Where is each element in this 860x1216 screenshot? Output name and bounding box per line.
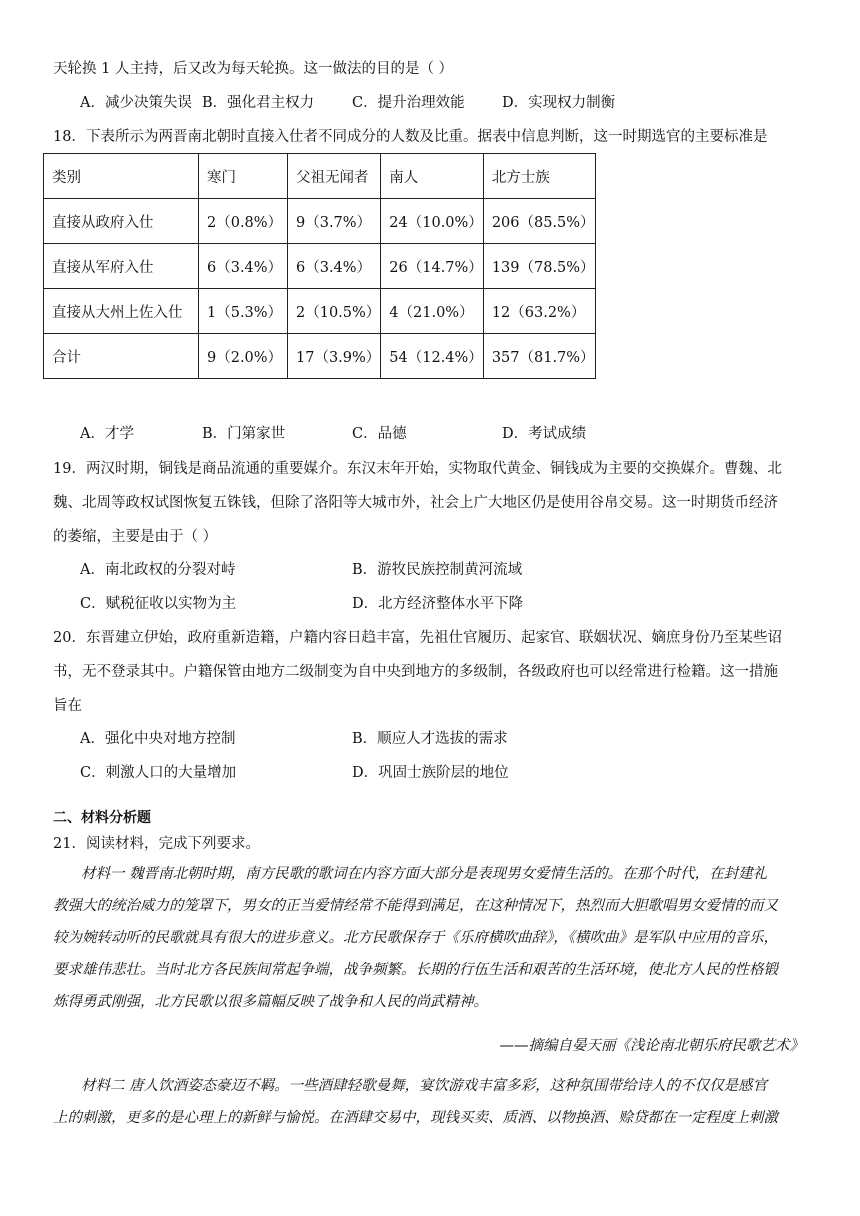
q20-stem-line: 书，无不登录其中。户籍保管由地方二级制变为自中央到地方的多级制，各级政府也可以经常进行检籍。这一措施 [53, 664, 778, 680]
q19-option-b[interactable]: B．游牧民族控制黄河流域 [352, 562, 523, 578]
table-row [44, 199, 596, 244]
q17-option-c[interactable]: C．提升治理效能 [352, 95, 465, 111]
table-header-cell: 北方士族 [483, 154, 595, 199]
q21-material1-line: 材料一 魏晋南北朝时期，南方民歌的歌词在内容方面大部分是表现男女爱情生活的。在那个时代，在封建礼 [81, 866, 768, 882]
q21-material2-line: 材料二 唐人饮酒姿态豪迈不羁。一些酒肆轻歌曼舞，宴饮游戏丰富多彩，这种氛围带给诗人的不仅仅是感官 [81, 1078, 768, 1094]
q19-stem-line: 19．两汉时期，铜钱是商品流通的重要媒介。东汉末年开始，实物取代黄金、铜钱成为主要的交换媒介。曹魏、北 [53, 461, 782, 477]
table-header-cell: 父祖无闻者 [288, 154, 381, 199]
q21-material1-line: 教强大的统治威力的笼罩下，男女的正当爱情经常不能得到满足，在这种情况下，热烈而大胆歌唱男女爱情的而又 [53, 898, 778, 914]
q17-stem-tail: 天轮换 1 人主持，后又改为每天轮换。这一做法的目的是（ ） [53, 61, 454, 77]
q19-option-a[interactable]: A．南北政权的分裂对峙 [80, 562, 236, 578]
table-cell: 4（21.0%） [381, 289, 484, 334]
table-cell: 54（12.4%） [381, 334, 484, 379]
q19-option-d[interactable]: D．北方经济整体水平下降 [352, 596, 524, 612]
q17-option-d[interactable]: D．实现权力制衡 [502, 95, 616, 111]
q17-option-b[interactable]: B．强化君主权力 [202, 95, 315, 111]
q19-stem-line: 的萎缩，主要是由于（ ） [53, 529, 218, 545]
q21-material2-line: 上的刺激，更多的是心理上的新鲜与愉悦。在酒肆交易中，现钱买卖、质酒、以物换酒、赊贷都在一定程度上刺激 [53, 1110, 778, 1126]
q21-material1-line: 要求雄伟悲壮。当时北方各民族间常起争端，战争频繁。长期的行伍生活和艰苦的生活环境，使北方人民的性格锻 [53, 962, 778, 978]
q18-stem: 18．下表所示为两晋南北朝时直接入仕者不同成分的人数及比重。据表中信息判断，这一时期选官的主要标准是 [53, 129, 768, 145]
q21-material1-line: 炼得勇武刚强，北方民歌以很多篇幅反映了战争和人民的尚武精神。 [53, 994, 488, 1010]
table-cell: 6（3.4%） [199, 244, 288, 289]
table-header-cell: 寒门 [199, 154, 288, 199]
q20-stem-line: 旨在 [53, 698, 82, 714]
table-row [44, 244, 596, 289]
table-cell: 17（3.9%） [288, 334, 381, 379]
q18-option-c[interactable]: C．品德 [352, 426, 407, 442]
table-cell: 9（3.7%） [288, 199, 381, 244]
table-cell: 26（14.7%） [381, 244, 484, 289]
q21-stem: 21．阅读材料，完成下列要求。 [53, 836, 260, 852]
table-cell: 1（5.3%） [199, 289, 288, 334]
table-cell: 合计 [44, 334, 199, 379]
table-cell: 9（2.0%） [199, 334, 288, 379]
q20-stem-line: 20．东晋建立伊始，政府重新造籍，户籍内容日趋丰富，先祖仕官履历、起家官、联姻状况、嫡庶身份乃至某些诏 [53, 630, 782, 646]
table-cell: 12（63.2%） [483, 289, 595, 334]
q18-option-b[interactable]: B．门第家世 [202, 426, 286, 442]
q18-table [43, 153, 596, 379]
q21-source1: ——摘编自晏天丽《浅论南北朝乐府民歌艺术》 [499, 1038, 804, 1054]
table-cell: 2（0.8%） [199, 199, 288, 244]
table-cell: 206（85.5%） [483, 199, 595, 244]
q20-option-c[interactable]: C．刺激人口的大量增加 [80, 765, 237, 781]
table-cell: 2（10.5%） [288, 289, 381, 334]
section-title: 二、材料分析题 [53, 810, 151, 826]
q20-option-b[interactable]: B．顺应人才选拔的需求 [352, 731, 508, 747]
table-cell: 24（10.0%） [381, 199, 484, 244]
q19-option-c[interactable]: C．赋税征收以实物为主 [80, 596, 237, 612]
q21-material1-line: 较为婉转动听的民歌就具有很大的进步意义。北方民歌保存于《乐府横吹曲辞》，《横吹曲》是军队中应用的音乐， [53, 930, 778, 946]
q17-option-a[interactable]: A．减少决策失误 [80, 95, 192, 111]
q20-option-d[interactable]: D．巩固士族阶层的地位 [352, 765, 509, 781]
table-cell: 357（81.7%） [483, 334, 595, 379]
q18-option-a[interactable]: A．才学 [80, 426, 134, 442]
q20-option-a[interactable]: A．强化中央对地方控制 [80, 731, 236, 747]
table-header-row [44, 154, 596, 199]
q18-option-d[interactable]: D．考试成绩 [502, 426, 587, 442]
table-header-cell: 类别 [44, 154, 199, 199]
table-cell: 直接从大州上佐入仕 [44, 289, 199, 334]
table-cell: 6（3.4%） [288, 244, 381, 289]
q19-stem-line: 魏、北周等政权试图恢复五铢钱，但除了洛阳等大城市外，社会上广大地区仍是使用谷帛交易。这一时期货币经济 [53, 495, 778, 511]
table-cell: 139（78.5%） [483, 244, 595, 289]
table-cell: 直接从政府入仕 [44, 199, 199, 244]
table-cell: 直接从军府入仕 [44, 244, 199, 289]
table-row [44, 289, 596, 334]
table-header-cell: 南人 [381, 154, 484, 199]
table-row [44, 334, 596, 379]
